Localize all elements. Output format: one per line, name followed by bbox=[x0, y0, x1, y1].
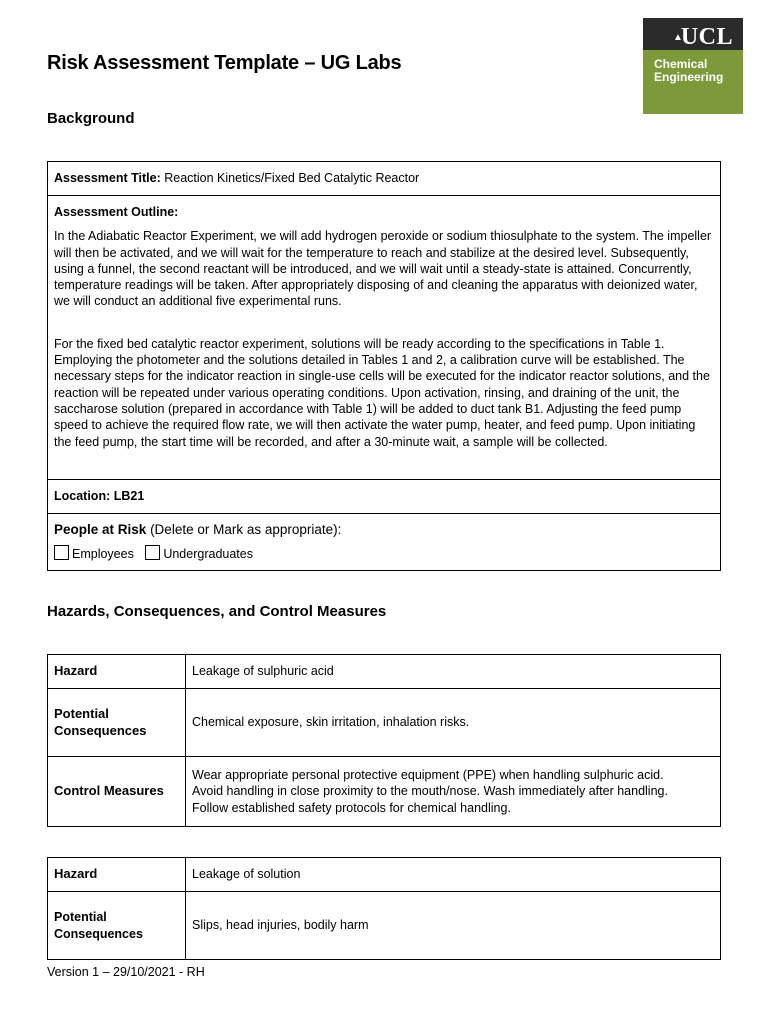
control-measures-label: Control Measures bbox=[48, 757, 186, 827]
ucl-chemical-engineering-logo bbox=[643, 18, 743, 114]
control-line-2: Avoid handling in close proximity to the mouth/nose. Wash immediately after handling. bbox=[192, 784, 668, 799]
location-cell: Location: LB21 bbox=[48, 480, 721, 514]
assessment-outline-cell bbox=[48, 196, 721, 480]
version-footer: Version 1 – 29/10/2021 - RH bbox=[47, 965, 205, 979]
people-at-risk-heading bbox=[54, 522, 714, 538]
control-line-1: Wear appropriate personal protective equipment (PPE) when handling sulphuric acid. bbox=[192, 768, 664, 783]
assessment-title-label: Assessment Title: bbox=[54, 171, 161, 186]
logo-dark-band bbox=[643, 18, 743, 50]
consequences-label bbox=[48, 892, 186, 960]
consequences-label bbox=[48, 689, 186, 757]
assessment-outline-label: Assessment Outline: bbox=[54, 205, 179, 219]
logo-wordmark: UCL bbox=[680, 24, 733, 50]
assessment-table bbox=[47, 161, 721, 571]
employees-checkbox[interactable] bbox=[54, 545, 69, 560]
people-at-risk-row bbox=[48, 514, 721, 571]
location-row bbox=[48, 480, 721, 514]
hazard-value: Leakage of solution bbox=[186, 858, 721, 892]
people-at-risk-cell bbox=[48, 514, 721, 571]
outline-paragraph-2: For the fixed bed catalytic reactor experiment, solutions will be ready according to the specifications in Table 1. Employing the photometer and the solutions detailed in Tables 1 and 2, a calibration curve will be established. The necessary steps for the indicator reaction in single-use cells will be executed for the indicator reactor solutions, and the reaction will be repeated under various operating conditions. Upon activation, rinsing, and draining of the unit, the saccharose solution (prepared in accordance with Table 1) will be added to duct tank B1. Adjusting the feed pump speed to achieve the required flow rate, we will then activate the water pump, heater, and feed pump. Upon initiating the feed pump, the start time will be recorded, and after a 30-minute wait, a sample will be collected. bbox=[54, 336, 710, 449]
logo-line2: Engineering bbox=[654, 70, 724, 84]
consequences-label-line2: Consequences bbox=[54, 722, 147, 738]
logo-line1: Chemical bbox=[654, 57, 708, 71]
hazards-heading: Hazards, Consequences, and Control Measures bbox=[47, 603, 387, 620]
consequences-value: Slips, head injuries, bodily harm bbox=[186, 892, 721, 960]
control-measures-value bbox=[186, 757, 721, 827]
assessment-title-cell bbox=[48, 162, 721, 196]
hazard-label: Hazard bbox=[48, 655, 186, 689]
hazard-table-1 bbox=[47, 654, 721, 827]
people-options bbox=[54, 545, 714, 562]
consequences-label-line1: Potential bbox=[54, 706, 109, 722]
control-line-3: Follow established safety protocols for chemical handling. bbox=[192, 800, 511, 815]
consequences-label-line2: Consequences bbox=[54, 926, 143, 941]
control-measures-row bbox=[48, 757, 721, 827]
consequences-label-line1: Potential bbox=[54, 910, 107, 925]
employees-label: Employees bbox=[72, 546, 134, 561]
hazard-label: Hazard bbox=[48, 858, 186, 892]
logo-department bbox=[654, 58, 723, 84]
outline-paragraph-1: In the Adiabatic Reactor Experiment, we will add hydrogen peroxide or sodium thiosulphate to the system. The impeller will then be activated, and we will wait for the temperature to reach and stabilize at the desired level. Subsequently, using a funnel, the second reactant will be introduced, and we will wait until a steady-state is attained. Concurrently, temperature readings will be taken. After appropriately disposing of and cleaning the apparatus with deionized water, we will conduct an additional five experimental runs. bbox=[54, 229, 712, 309]
assessment-title-row bbox=[48, 162, 721, 196]
portico-dome-icon: ▲ bbox=[673, 32, 683, 43]
people-at-risk-note: (Delete or Mark as appropriate): bbox=[150, 522, 342, 538]
assessment-title-value: Reaction Kinetics/Fixed Bed Catalytic Reactor bbox=[164, 171, 420, 186]
hazard-row bbox=[48, 858, 721, 892]
undergraduates-checkbox[interactable] bbox=[145, 545, 160, 560]
background-heading: Background bbox=[47, 110, 135, 127]
hazard-value: Leakage of sulphuric acid bbox=[186, 655, 721, 689]
page-title: Risk Assessment Template – UG Labs bbox=[47, 52, 402, 74]
assessment-outline-row bbox=[48, 196, 721, 480]
consequences-row bbox=[48, 689, 721, 757]
consequences-value: Chemical exposure, skin irritation, inhalation risks. bbox=[186, 689, 721, 757]
hazard-table-2 bbox=[47, 857, 721, 960]
consequences-row bbox=[48, 892, 721, 960]
people-at-risk-label: People at Risk bbox=[54, 522, 147, 538]
undergraduates-label: Undergraduates bbox=[163, 546, 253, 561]
hazard-row bbox=[48, 655, 721, 689]
